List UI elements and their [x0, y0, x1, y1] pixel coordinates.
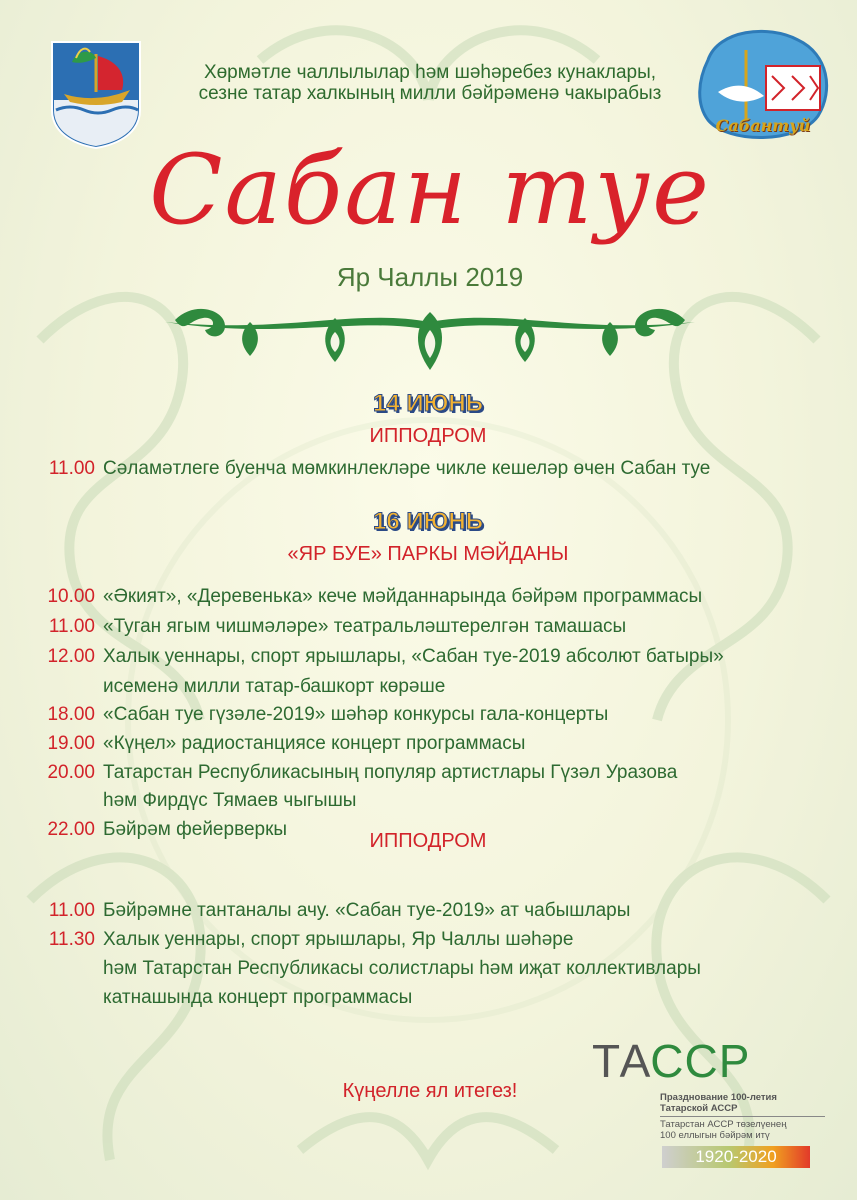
schedule-row: [33, 700, 833, 730]
event-time: 22.00: [47, 819, 95, 840]
tassr-tt-line-2: 100 еллыгын бәйрәм итү: [660, 1130, 770, 1141]
day2-venue-2: ИППОДРОМ: [369, 830, 487, 852]
page-subtitle: Яр Чаллы 2019: [336, 262, 524, 292]
closing-message: Күңелле ял итегез!: [342, 1080, 518, 1102]
day1-date: 14 ИЮНЬ: [373, 390, 483, 417]
tassr-wordmark-ccr: ССР: [650, 1035, 751, 1087]
event-time: 11.30: [48, 929, 95, 950]
day2-venue: «ЯР БУЕ» ПАРКЫ МӘЙДАНЫ: [287, 543, 569, 565]
tassr-wordmark-ta: ТА: [592, 1035, 651, 1087]
event-time: 12.00: [47, 646, 95, 667]
schedule-row: [33, 925, 833, 1015]
event-text: Халык уеннары, спорт ярышлары, «Сабан туе-2019 абсолют батыры»: [103, 646, 724, 667]
event-time: 10.00: [47, 586, 95, 607]
event-text-continued: һәм Фирдүс Тямаев чыгышы: [103, 790, 357, 811]
invitation-text: [150, 62, 710, 104]
event-time: 19.00: [47, 733, 95, 754]
schedule-row: [33, 454, 833, 484]
event-text: Бәйрәм фейерверкы: [103, 819, 288, 840]
event-text: «Әкият», «Деревенька» кече мәйданнарында бәйрәм программасы: [103, 586, 703, 607]
day2-date: 16 ИЮНЬ: [373, 508, 483, 535]
tassr-years-band: [662, 1146, 810, 1168]
event-text: «Сабан туе гүзәле-2019» шәһәр конкурсы гала-концерты: [103, 704, 609, 725]
page-title: Сабан туе: [149, 134, 711, 246]
event-time: 11.00: [48, 458, 95, 479]
schedule-row: [33, 582, 833, 612]
event-text: Сәламәтлеге буенча мөмкинлекләре чикле кешеләр өчен Сабан туе: [103, 458, 711, 479]
tassr-years-end: 2020: [738, 1147, 777, 1166]
schedule-row: [33, 612, 833, 642]
event-time: 18.00: [47, 704, 95, 725]
tassr-centenary-logo: [592, 1036, 822, 1176]
tassr-ru-line-1: Празднование 100-летия: [660, 1092, 777, 1103]
event-text: «Күңел» радиостанциясе концерт программасы: [103, 733, 526, 754]
schedule-row: [33, 758, 833, 818]
tassr-years-start: 1920: [695, 1147, 734, 1166]
invitation-line-1: Хөрмәтле чаллылылар һәм шәһәребез кунаклары,: [203, 62, 657, 83]
sabantuy-logo-label: Сабантуй: [715, 116, 811, 135]
event-time: 20.00: [47, 762, 95, 783]
event-text-continued: һәм Татарстан Республикасы солистлары һәм иҗат коллективлары: [103, 958, 701, 979]
tassr-tt-line-1: Татарстан АССР төзелүенең: [660, 1119, 787, 1130]
event-time: 11.00: [48, 616, 95, 637]
schedule-row: [33, 729, 833, 759]
event-text: Халык уеннары, спорт ярышлары, Яр Чаллы шәһәре: [103, 929, 574, 950]
event-text-continued: катнашында концерт программасы: [103, 987, 413, 1008]
schedule-row: [33, 642, 833, 702]
schedule-row: [33, 896, 833, 926]
event-text: Бәйрәмне тантаналы ачу. «Сабан туе-2019» ат чабышлары: [103, 900, 631, 921]
event-time: 11.00: [48, 900, 95, 921]
ornamental-divider-icon: [165, 300, 695, 380]
tassr-years-separator: -: [733, 1147, 739, 1166]
day1-venue: ИППОДРОМ: [369, 425, 487, 447]
event-text-continued: исеменә милли татар-башкорт көрәше: [103, 676, 446, 697]
event-text: Татарстан Республикасының популяр артистлары Гүзәл Уразова: [103, 762, 678, 783]
invitation-line-2: сезне татар халкының милли бәйрәменә чакырабыз: [198, 83, 662, 104]
event-text: «Туган ягым чишмәләре» театральләштерелгән тамашасы: [103, 616, 627, 637]
tassr-ru-line-2: Татарской АССР: [660, 1103, 738, 1114]
